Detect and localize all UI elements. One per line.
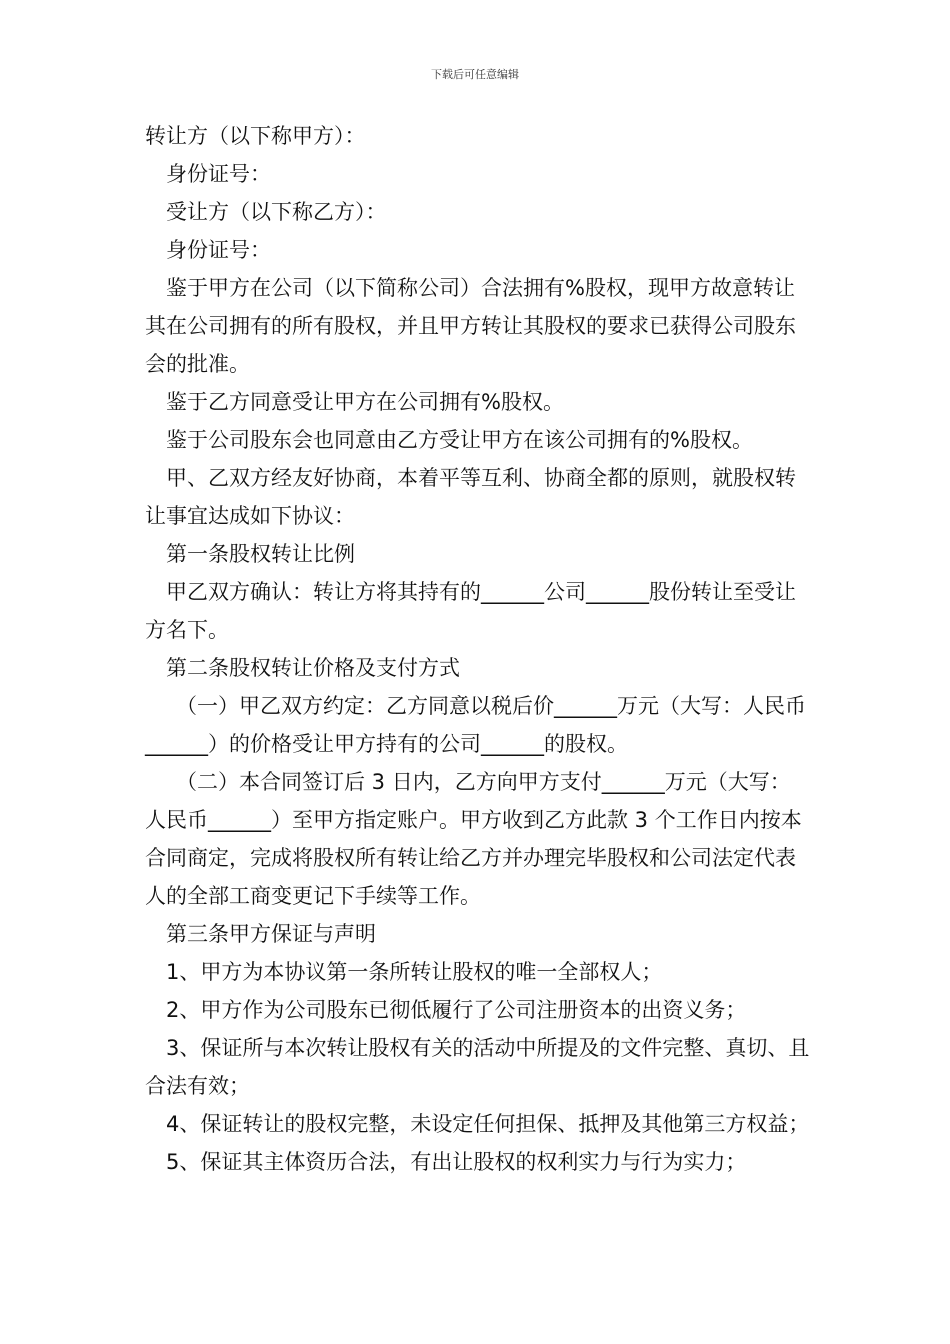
article-1-body: 甲乙双方确认：转让方将其持有的______公司______股份转让至受让方名下。 bbox=[145, 580, 796, 642]
article-3-item-3: 3、保证所与本次转让股权有关的活动中所提及的文件完整、真切、且合法有效； bbox=[145, 1036, 810, 1098]
paragraph-transferee-id: 身份证号： bbox=[166, 238, 271, 262]
paragraph-transferor-id: 身份证号： bbox=[166, 162, 271, 186]
page-header-note: 下载后可任意编辑 bbox=[431, 68, 519, 81]
paragraph-transferor: 转让方（以下称甲方）： bbox=[145, 124, 366, 148]
article-3-title: 第三条甲方保证与声明 bbox=[166, 922, 376, 946]
paragraph-recital-3: 鉴于公司股东会也同意由乙方受让甲方在该公司拥有的%股权。 bbox=[166, 428, 753, 452]
paragraph-transferee: 受让方（以下称乙方）： bbox=[166, 200, 387, 224]
article-3-item-4: 4、保证转让的股权完整，未设定任何担保、抵押及其他第三方权益； bbox=[166, 1112, 810, 1136]
paragraph-recital-1: 鉴于甲方在公司（以下简称公司）合法拥有%股权，现甲方故意转让其在公司拥有的所有股权，并且甲方转让其股权的要求已获得公司股东会的批准。 bbox=[145, 276, 796, 376]
article-3-item-5: 5、保证其主体资历合法，有出让股权的权利实力与行为实力； bbox=[166, 1150, 747, 1174]
article-2-title: 第二条股权转让价格及支付方式 bbox=[166, 656, 460, 680]
contract-body bbox=[145, 117, 810, 1181]
article-2-item-1: （一）甲乙双方约定：乙方同意以税后价______万元（大写：人民币______）的价格受让甲方持有的公司______的股权。 bbox=[145, 694, 806, 756]
article-1-title: 第一条股权转让比例 bbox=[166, 542, 355, 566]
paragraph-agreement-intro: 甲、乙双方经友好协商，本着平等互利、协商全都的原则，就股权转让事宜达成如下协议： bbox=[145, 466, 796, 528]
article-2-item-2: （二）本合同签订后 3 日内，乙方向甲方支付______万元（大写：人民币______）至甲方指定账户。甲方收到乙方此款 3 个工作日内按本合同商定，完成将股权所有转让给乙方并办理完毕股权和公司法定代表人的全部工商变更记下手续等工作。 bbox=[145, 770, 802, 908]
paragraph-recital-2: 鉴于乙方同意受让甲方在公司拥有%股权。 bbox=[166, 390, 564, 414]
article-3-item-1: 1、甲方为本协议第一条所转让股权的唯一全部权人； bbox=[166, 960, 663, 984]
article-3-item-2: 2、甲方作为公司股东已彻低履行了公司注册资本的出资义务； bbox=[166, 998, 747, 1022]
